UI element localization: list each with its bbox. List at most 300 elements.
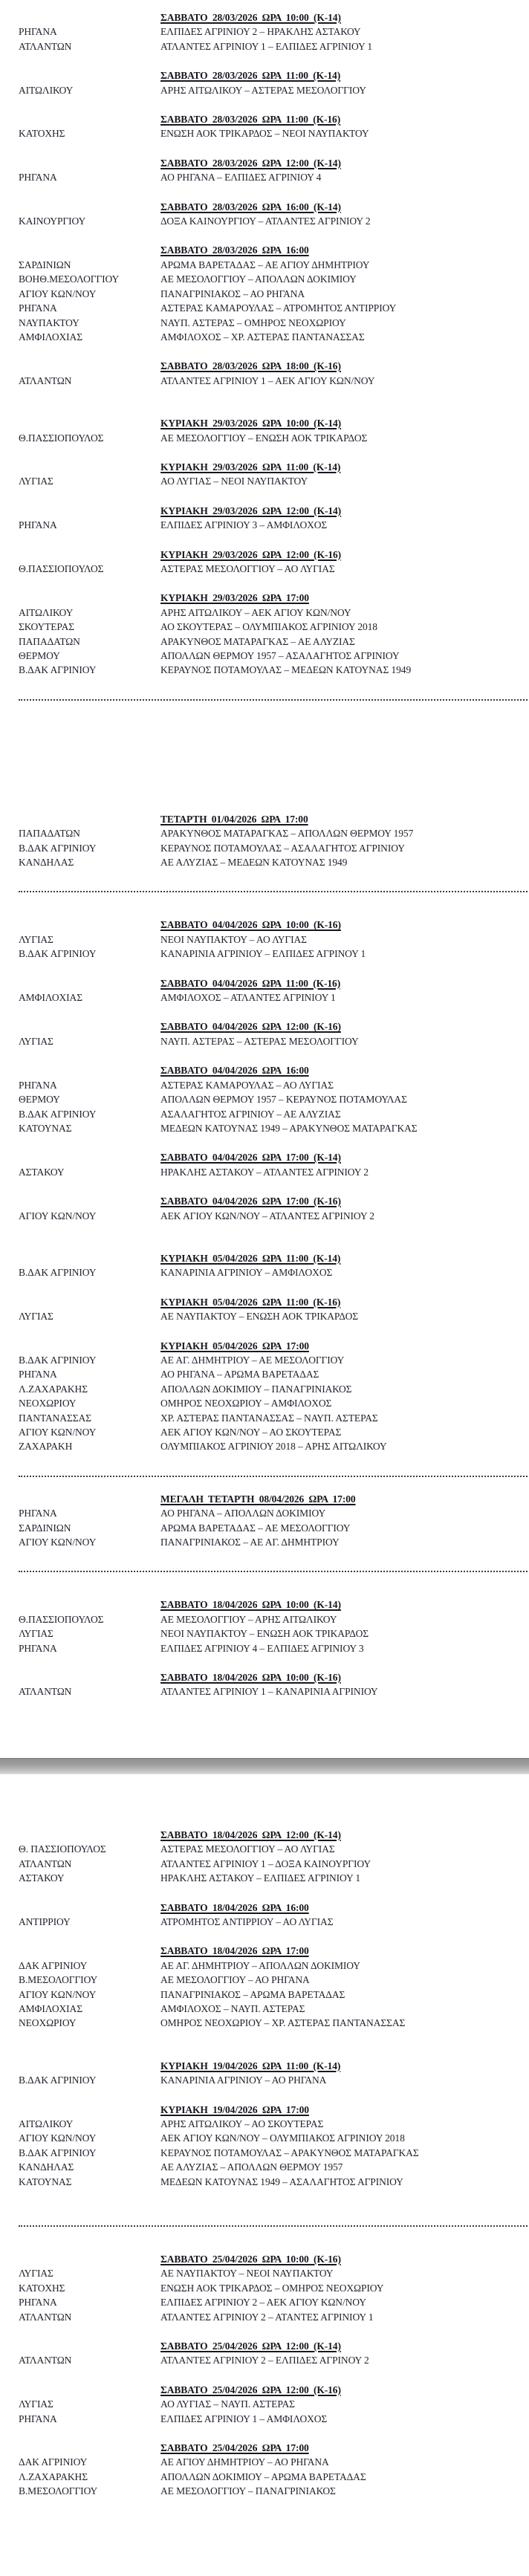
venue-label: ΚΑΤΟΧΗΣ bbox=[19, 2282, 65, 2294]
fixture-block bbox=[19, 1063, 525, 1135]
fixture-block bbox=[19, 2339, 525, 2368]
match-label: ΗΡΑΚΛΗΣ ΑΣΤΑΚΟΥ – ΕΛΠΙΔΕΣ ΑΓΡΙΝΙΟΥ 1 bbox=[160, 1872, 361, 1884]
match-label: ΑΤΛΑΝΤΕΣ ΑΓΡΙΝΙΟΥ 2 – ΑΤΑΝΤΕΣ ΑΓΡΙΝΙΟΥ 1 bbox=[160, 2311, 374, 2323]
venue-label: ΣΑΡΔΙΝΙΩΝ bbox=[19, 1522, 71, 1534]
match-label: ΚΕΡΑΥΝΟΣ ΠΟΤΑΜΟΥΛΑΣ – ΑΣΑΛΑΓΗΤΟΣ ΑΓΡΙΝΙΟΥ bbox=[160, 842, 405, 854]
venue-label: ΛΥΓΙΑΣ bbox=[19, 2398, 53, 2410]
fixture-row bbox=[19, 2412, 525, 2426]
match-label: ΑΕΚ ΑΓΙΟΥ ΚΩΝ/ΝΟΥ – ΟΛΥΜΠΙΑΚΟΣ ΑΓΡΙΝΙΟΥ 2018 bbox=[160, 2132, 405, 2144]
fixture-row bbox=[19, 1915, 525, 1929]
fixture-row bbox=[19, 1506, 525, 1520]
fixture-block bbox=[19, 2252, 525, 2324]
match-label: ΑΡΗΣ ΑΙΤΩΛΙΚΟΥ – ΑΕΚ ΑΓΙΟΥ ΚΩΝ/ΝΟΥ bbox=[160, 606, 351, 618]
fixture-datetime-header: ΚΥΡΙΑΚΗ 19/04/2026 ΩΡΑ 11:00 (Κ-14) bbox=[160, 2060, 341, 2071]
fixture-row bbox=[19, 562, 525, 576]
match-label: ΠΑΝΑΓΡΙΝΙΑΚΟΣ – ΑΕ ΑΓ. ΔΗΜΗΤΡΙΟΥ bbox=[160, 1537, 340, 1548]
fixture-block bbox=[19, 68, 525, 97]
venue-label: Θ.ΠΑΣΣΙΟΠΟΥΛΟΣ bbox=[19, 1613, 104, 1625]
venue-label: ΑΝΤΙΡΡΙΟΥ bbox=[19, 1915, 71, 1927]
match-label: ΑΕ ΑΛΥΖΙΑΣ – ΜΕΔΕΩΝ ΚΑΤΟΥΝΑΣ 1949 bbox=[160, 857, 348, 869]
fixture-block bbox=[19, 200, 525, 229]
venue-label: ΑΣΤΑΚΟΥ bbox=[19, 1872, 65, 1884]
venue-label: ΡΗΓΑΝΑ bbox=[19, 1642, 57, 1654]
match-label: ΝΕΟΙ ΝΑΥΠΑΚΤΟΥ – ΕΝΩΣΗ ΑΟΚ ΤΡΙΚΑΡΔΟΣ bbox=[160, 1628, 369, 1640]
fixture-row bbox=[19, 2310, 525, 2324]
fixture-row bbox=[19, 126, 525, 140]
match-label: ΑΠΟΛΛΩΝ ΘΕΡΜΟΥ 1957 – ΑΣΑΛΑΓΗΤΟΣ ΑΓΡΙΝΙΟΥ bbox=[160, 650, 400, 661]
venue-label: ΑΤΛΑΝΤΩΝ bbox=[19, 1686, 72, 1698]
fixture-block bbox=[19, 10, 525, 53]
fixture-row bbox=[19, 2455, 525, 2469]
fixture-datetime-header: ΣΑΒΒΑΤΟ 04/04/2026 ΩΡΑ 17:00 (Κ-16) bbox=[160, 1195, 341, 1207]
fixture-row bbox=[19, 1684, 525, 1699]
dotted-separator bbox=[19, 1476, 528, 1477]
fixture-block bbox=[19, 112, 525, 141]
match-label: ΧΡ. ΑΣΤΕΡΑΣ ΠΑΝΤΑΝΑΣΣΑΣ – ΝΑΥΠ. ΑΣΤΕΡΑΣ bbox=[160, 1412, 378, 1424]
fixture-datetime-header: ΣΑΒΒΑΤΟ 25/04/2026 ΩΡΑ 12:00 (Κ-14) bbox=[160, 2340, 341, 2352]
fixture-row bbox=[19, 1959, 525, 1973]
fixture-datetime-header: ΣΑΒΒΑΤΟ 28/03/2026 ΩΡΑ 10:00 (Κ-14) bbox=[160, 12, 341, 23]
fixture-block bbox=[19, 1339, 525, 1454]
match-label: ΝΑΥΠ. ΑΣΤΕΡΑΣ – ΟΜΗΡΟΣ ΝΕΟΧΩΡΙΟΥ bbox=[160, 317, 346, 328]
fixture-row bbox=[19, 1382, 525, 1396]
match-label: ΑΟ ΡΗΓΑΝΑ – ΑΠΟΛΛΩΝ ΔΟΚΙΜΙΟΥ bbox=[160, 1508, 326, 1519]
fixture-datetime-header: ΣΑΒΒΑΤΟ 28/03/2026 ΩΡΑ 18:00 (Κ-16) bbox=[160, 360, 341, 372]
match-label: ΟΛΥΜΠΙΑΚΟΣ ΑΓΡΙΝΙΟΥ 2018 – ΑΡΗΣ ΑΙΤΩΛΙΚΟΥ bbox=[160, 1441, 387, 1453]
page-separator bbox=[0, 1758, 529, 1774]
fixture-datetime-header: ΣΑΒΒΑΤΟ 25/04/2026 ΩΡΑ 10:00 (Κ-16) bbox=[160, 2254, 341, 2265]
venue-label: ΠΑΠΑΔΑΤΩΝ bbox=[19, 828, 80, 840]
fixture-block bbox=[19, 1670, 525, 1699]
fixture-row bbox=[19, 2470, 525, 2484]
match-label: ΑΕ ΜΕΣΟΛΟΓΓΙΟΥ – ΑΠΟΛΛΩΝ ΔΟΚΙΜΙΟΥ bbox=[160, 273, 357, 285]
fixture-row bbox=[19, 826, 525, 840]
match-label: ΗΡΑΚΛΗΣ ΑΣΤΑΚΟΥ – ΑΤΛΑΝΤΕΣ ΑΓΡΙΝΙΟΥ 2 bbox=[160, 1166, 369, 1178]
fixture-row bbox=[19, 606, 525, 620]
match-label: ΑΡΗΣ ΑΙΤΩΛΙΚΟΥ – ΑΟ ΣΚΟΥΤΕΡΑΣ bbox=[160, 2118, 324, 2129]
fixture-datetime-header: ΚΥΡΙΑΚΗ 29/03/2026 ΩΡΑ 17:00 bbox=[160, 592, 309, 604]
match-label: ΑΕΚ ΑΓΙΟΥ ΚΩΝ/ΝΟΥ – ΑΟ ΣΚΟΥΤΕΡΑΣ bbox=[160, 1427, 342, 1438]
fixture-block bbox=[19, 359, 525, 388]
fixture-row bbox=[19, 2397, 525, 2411]
match-label: ΑΤΡΟΜΗΤΟΣ ΑΝΤΙΡΡΙΟΥ – ΑΟ ΛΥΓΙΑΣ bbox=[160, 1915, 334, 1927]
fixture-row bbox=[19, 841, 525, 855]
venue-label: ΑΓΙΟΥ ΚΩΝ/ΝΟΥ bbox=[19, 1427, 97, 1438]
fixture-block bbox=[19, 976, 525, 1005]
match-label: ΕΝΩΣΗ ΑΟΚ ΤΡΙΚΑΡΔΟΣ – ΝΕΟΙ ΝΑΥΠΑΚΤΟΥ bbox=[160, 128, 369, 140]
fixture-row bbox=[19, 1641, 525, 1655]
fixture-row bbox=[19, 2146, 525, 2160]
venue-label: ΑΤΛΑΝΤΩΝ bbox=[19, 2311, 72, 2323]
match-label: ΑΜΦΙΛΟΧΟΣ – ΧΡ. ΑΣΤΕΡΑΣ ΠΑΝΤΑΝΑΣΣΑΣ bbox=[160, 331, 365, 343]
fixture-datetime-header: ΚΥΡΙΑΚΗ 29/03/2026 ΩΡΑ 12:00 (Κ-16) bbox=[160, 548, 342, 560]
fixture-datetime-header: ΣΑΒΒΑΤΟ 04/04/2026 ΩΡΑ 16:00 bbox=[160, 1065, 309, 1077]
fixture-datetime-header: ΣΑΒΒΑΤΟ 18/04/2026 ΩΡΑ 17:00 bbox=[160, 1945, 309, 1957]
fixture-row bbox=[19, 1209, 525, 1223]
fixture-datetime-header: ΣΑΒΒΑΤΟ 25/04/2026 ΩΡΑ 12:00 (Κ-16) bbox=[160, 2384, 341, 2395]
venue-label: Β.ΜΕΣΟΛΟΓΓΙΟΥ bbox=[19, 2485, 98, 2497]
fixture-block bbox=[19, 1295, 525, 1324]
venue-label: Β.ΔΑΚ ΑΓΡΙΝΙΟΥ bbox=[19, 1108, 97, 1120]
fixture-block bbox=[19, 1251, 525, 1280]
fixture-row bbox=[19, 620, 525, 634]
fixture-row bbox=[19, 1521, 525, 1535]
fixture-block bbox=[19, 504, 525, 533]
fixture-block bbox=[19, 1019, 525, 1048]
fixture-datetime-header: ΣΑΒΒΑΤΟ 25/04/2026 ΩΡΑ 17:00 bbox=[160, 2442, 309, 2454]
venue-label: ΛΥΓΙΑΣ bbox=[19, 933, 53, 945]
venue-label: ΛΥΓΙΑΣ bbox=[19, 1628, 53, 1640]
fixture-datetime-header: ΣΑΒΒΑΤΟ 18/04/2026 ΩΡΑ 12:00 (Κ-14) bbox=[160, 1829, 341, 1840]
fixture-row bbox=[19, 214, 525, 228]
fixture-row bbox=[19, 2160, 525, 2174]
venue-label: ΝΑΥΠΑΚΤΟΥ bbox=[19, 317, 79, 328]
match-label: ΑΤΛΑΝΤΕΣ ΑΓΡΙΝΙΟΥ 1 – ΔΟΞΑ ΚΑΙΝΟΥΡΓΙΟΥ bbox=[160, 1858, 371, 1869]
fixture-row bbox=[19, 947, 525, 961]
match-label: ΑΜΦΙΛΟΧΟΣ – ΑΤΛΑΝΤΕΣ ΑΓΡΙΝΙΟΥ 1 bbox=[160, 992, 336, 1004]
fixture-row bbox=[19, 1353, 525, 1367]
match-label: ΕΛΠΙΔΕΣ ΑΓΡΙΝΙΟΥ 2 – ΗΡΑΚΛΗΣ ΑΣΤΑΚΟΥ bbox=[160, 26, 361, 38]
venue-label: ΘΕΡΜΟΥ bbox=[19, 1094, 60, 1106]
venue-label: Θ.ΠΑΣΣΙΟΠΟΥΛΟΣ bbox=[19, 562, 104, 574]
venue-label: Β.ΔΑΚ ΑΓΡΙΝΙΟΥ bbox=[19, 2147, 97, 2158]
match-label: ΑΕ ΝΑΥΠΑΚΤΟΥ – ΝΕΟΙ ΝΑΥΠΑΚΤΟΥ bbox=[160, 2268, 334, 2280]
match-label: ΑΟ ΛΥΓΙΑΣ – ΝΕΟΙ ΝΑΥΠΑΚΤΟΥ bbox=[160, 476, 308, 487]
fixture-row bbox=[19, 2281, 525, 2295]
fixture-row bbox=[19, 1367, 525, 1381]
match-label: ΑΜΦΙΛΟΧΟΣ – ΝΑΥΠ. ΑΣΤΕΡΑΣ bbox=[160, 2002, 305, 2014]
fixture-row bbox=[19, 2002, 525, 2016]
match-label: ΑΡΩΜΑ ΒΑΡΕΤΑΔΑΣ – ΑΕ ΜΕΣΟΛΟΓΓΙΟΥ bbox=[160, 1522, 351, 1534]
match-label: ΕΛΠΙΔΕΣ ΑΓΡΙΝΙΟΥ 2 – ΑΕΚ ΑΓΙΟΥ ΚΩΝ/ΝΟΥ bbox=[160, 2297, 366, 2309]
match-label: ΑΠΟΛΛΩΝ ΔΟΚΙΜΙΟΥ – ΠΑΝΑΓΡΙΝΙΑΚΟΣ bbox=[160, 1383, 352, 1395]
dotted-separator bbox=[19, 2225, 528, 2227]
match-label: ΑΕ ΑΓ. ΔΗΜΗΤΡΙΟΥ – ΑΠΟΛΛΩΝ ΔΟΚΙΜΙΟΥ bbox=[160, 1959, 360, 1971]
match-label: ΑΕ ΜΕΣΟΛΟΓΓΙΟΥ – ΠΑΝΑΓΡΙΝΙΑΚΟΣ bbox=[160, 2485, 336, 2497]
fixture-row bbox=[19, 287, 525, 301]
fixture-row bbox=[19, 932, 525, 947]
fixture-block bbox=[19, 243, 525, 344]
fixture-row bbox=[19, 39, 525, 53]
venue-label: ΡΗΓΑΝΑ bbox=[19, 302, 57, 314]
match-label: ΑΕ ΝΑΥΠΑΚΤΟΥ – ΕΝΩΣΗ ΑΟΚ ΤΡΙΚΑΡΔΟΣ bbox=[160, 1311, 358, 1323]
fixture-row bbox=[19, 258, 525, 272]
fixture-row bbox=[19, 2016, 525, 2030]
fixture-row bbox=[19, 1857, 525, 1871]
venue-label: Β.ΔΑΚ ΑΓΡΙΝΙΟΥ bbox=[19, 1354, 97, 1366]
fixture-row bbox=[19, 1871, 525, 1885]
venue-label: Θ. ΠΑΣΣΙΟΠΟΥΛΟΣ bbox=[19, 1843, 106, 1855]
venue-label: ΑΓΙΟΥ ΚΩΝ/ΝΟΥ bbox=[19, 1210, 97, 1222]
match-label: ΑΣΑΛΑΓΗΤΟΣ ΑΓΡΙΝΙΟΥ – ΑΕ ΑΛΥΖΙΑΣ bbox=[160, 1108, 341, 1120]
fixture-datetime-header: ΣΑΒΒΑΤΟ 28/03/2026 ΩΡΑ 16:00 (Κ-14) bbox=[160, 201, 341, 212]
fixture-row bbox=[19, 1107, 525, 1121]
venue-label: ΑΙΤΩΛΙΚΟΥ bbox=[19, 2118, 74, 2129]
venue-label: ΡΗΓΑΝΑ bbox=[19, 1369, 57, 1381]
fixture-row bbox=[19, 330, 525, 344]
fixture-row bbox=[19, 1842, 525, 1856]
venue-label: Λ.ΖΑΧΑΡΑΚΗΣ bbox=[19, 1383, 88, 1395]
fixture-row bbox=[19, 635, 525, 649]
fixture-row bbox=[19, 301, 525, 315]
fixture-row bbox=[19, 2484, 525, 2498]
venue-label: ΚΑΤΟΧΗΣ bbox=[19, 128, 65, 140]
fixture-row bbox=[19, 2117, 525, 2131]
fixture-row bbox=[19, 663, 525, 677]
fixture-row bbox=[19, 316, 525, 330]
fixture-row bbox=[19, 1535, 525, 1549]
venue-label: ΚΑΝΔΗΛΑΣ bbox=[19, 2161, 74, 2173]
venue-label: ΑΤΛΑΝΤΩΝ bbox=[19, 40, 72, 52]
match-label: ΑΕ ΑΛΥΖΙΑΣ – ΑΠΟΛΛΩΝ ΘΕΡΜΟΥ 1957 bbox=[160, 2161, 343, 2173]
fixture-row bbox=[19, 2353, 525, 2367]
fixture-row bbox=[19, 431, 525, 445]
fixture-datetime-header: ΣΑΒΒΑΤΟ 04/04/2026 ΩΡΑ 10:00 (Κ-16) bbox=[160, 919, 341, 931]
fixture-block bbox=[19, 2059, 525, 2088]
match-label: ΚΑΝΑΡΙΝΙΑ ΑΓΡΙΝΙΟΥ – ΑΜΦΙΛΟΧΟΣ bbox=[160, 1267, 333, 1279]
match-label: ΑΣΤΕΡΑΣ ΜΕΣΟΛΟΓΓΙΟΥ – ΑΟ ΛΥΓΙΑΣ bbox=[160, 1843, 335, 1855]
venue-label: ΣΑΡΔΙΝΙΩΝ bbox=[19, 259, 71, 270]
venue-label: ΛΥΓΙΑΣ bbox=[19, 476, 53, 487]
fixture-datetime-header: ΣΑΒΒΑΤΟ 18/04/2026 ΩΡΑ 10:00 (Κ-16) bbox=[160, 1672, 341, 1684]
venue-label: ΡΗΓΑΝΑ bbox=[19, 2297, 57, 2309]
fixture-row bbox=[19, 1396, 525, 1410]
match-label: ΚΕΡΑΥΝΟΣ ΠΟΤΑΜΟΥΛΑΣ – ΑΡΑΚΥΝΘΟΣ ΜΑΤΑΡΑΓΚΑΣ bbox=[160, 2147, 419, 2158]
match-label: ΑΣΤΕΡΑΣ ΚΑΜΑΡΟΥΛΑΣ – ΑΤΡΟΜΗΤΟΣ ΑΝΤΙΡΡΙΟΥ bbox=[160, 302, 397, 314]
fixture-block bbox=[19, 918, 525, 961]
venue-label: ΝΕΟΧΩΡΙΟΥ bbox=[19, 2017, 77, 2029]
match-label: ΑΟ ΣΚΟΥΤΕΡΑΣ – ΟΛΥΜΠΙΑΚΟΣ ΑΓΡΙΝΙΟΥ 2018 bbox=[160, 621, 377, 633]
venue-label: ΔΑΚ ΑΓΡΙΝΙΟΥ bbox=[19, 2456, 88, 2468]
venue-label: ΝΕΟΧΩΡΙΟΥ bbox=[19, 1398, 77, 1409]
venue-label: ΚΑΤΟΥΝΑΣ bbox=[19, 1122, 72, 1134]
match-label: ΜΕΔΕΩΝ ΚΑΤΟΥΝΑΣ 1949 – ΑΣΑΛΑΓΗΤΟΣ ΑΓΡΙΝΙΟΥ bbox=[160, 2176, 403, 2187]
dotted-separator bbox=[19, 699, 528, 701]
fixture-datetime-header: ΣΑΒΒΑΤΟ 04/04/2026 ΩΡΑ 17:00 (Κ-14) bbox=[160, 1152, 341, 1164]
fixture-block bbox=[19, 460, 525, 489]
venue-label: ΑΜΦΙΛΟΧΙΑΣ bbox=[19, 331, 82, 343]
fixture-block bbox=[19, 156, 525, 185]
match-label: ΑΤΛΑΝΤΕΣ ΑΓΡΙΝΙΟΥ 1 – ΕΛΠΙΔΕΣ ΑΓΡΙΝΙΟΥ 1 bbox=[160, 40, 373, 52]
venue-label: ΑΓΙΟΥ ΚΩΝ/ΝΟΥ bbox=[19, 1537, 97, 1548]
match-label: ΑΕ ΜΕΣΟΛΟΓΓΙΟΥ – ΑΡΗΣ ΑΙΤΩΛΙΚΟΥ bbox=[160, 1613, 337, 1625]
fixture-block bbox=[19, 1597, 525, 1655]
venue-label: ΑΙΤΩΛΙΚΟΥ bbox=[19, 606, 74, 618]
fixture-datetime-header: ΣΑΒΒΑΤΟ 18/04/2026 ΩΡΑ 10:00 (Κ-14) bbox=[160, 1599, 341, 1611]
match-label: ΑΟ ΡΗΓΑΝΑ – ΑΡΩΜΑ ΒΑΡΕΤΑΔΑΣ bbox=[160, 1369, 319, 1381]
fixture-datetime-header: ΣΑΒΒΑΤΟ 28/03/2026 ΩΡΑ 16:00 bbox=[160, 244, 309, 256]
match-label: ΑΕ ΑΓ. ΔΗΜΗΤΡΙΟΥ – ΑΕ ΜΕΣΟΛΟΓΓΙΟΥ bbox=[160, 1354, 345, 1366]
fixture-block bbox=[19, 812, 525, 870]
dotted-separator bbox=[19, 891, 528, 892]
match-label: ΚΑΝΑΡΙΝΙΑ ΑΓΡΙΝΙΟΥ – ΑΟ ΡΗΓΑΝΑ bbox=[160, 2074, 327, 2086]
fixture-row bbox=[19, 1612, 525, 1626]
venue-label: ΑΜΦΙΛΟΧΙΑΣ bbox=[19, 2002, 82, 2014]
fixture-datetime-header: ΚΥΡΙΑΚΗ 05/04/2026 ΩΡΑ 11:00 (Κ-14) bbox=[160, 1252, 341, 1264]
match-label: ΑΟ ΛΥΓΙΑΣ – ΝΑΥΠ. ΑΣΤΕΡΑΣ bbox=[160, 2398, 295, 2410]
fixture-datetime-header: ΚΥΡΙΑΚΗ 05/04/2026 ΩΡΑ 11:00 (Κ-16) bbox=[160, 1296, 341, 1308]
fixture-row bbox=[19, 990, 525, 1005]
match-label: ΑΤΛΑΝΤΕΣ ΑΓΡΙΝΙΟΥ 1 – ΑΕΚ ΑΓΙΟΥ ΚΩΝ/ΝΟΥ bbox=[160, 374, 375, 386]
fixture-block bbox=[19, 1828, 525, 1886]
fixture-datetime-header: ΣΑΒΒΑΤΟ 28/03/2026 ΩΡΑ 11:00 (Κ-14) bbox=[160, 70, 341, 82]
fixture-datetime-header: ΜΕΓΑΛΗ ΤΕΤΑΡΤΗ 08/04/2026 ΩΡΑ 17:00 bbox=[160, 1493, 356, 1505]
fixture-row bbox=[19, 272, 525, 286]
venue-label: ΛΥΓΙΑΣ bbox=[19, 1311, 53, 1323]
match-label: ΜΕΔΕΩΝ ΚΑΤΟΥΝΑΣ 1949 – ΑΡΑΚΥΝΘΟΣ ΜΑΤΑΡΑΓΚΑΣ bbox=[160, 1122, 418, 1134]
match-label: ΑΡΑΚΥΝΘΟΣ ΜΑΤΑΡΑΓΚΑΣ – ΑΕ ΑΛΥΖΙΑΣ bbox=[160, 635, 355, 647]
fixture-row bbox=[19, 374, 525, 388]
venue-label: ΒΟΗΘ.ΜΕΣΟΛΟΓΓΙΟΥ bbox=[19, 273, 120, 285]
fixture-row bbox=[19, 1626, 525, 1641]
venue-label: ΔΑΚ ΑΓΡΙΝΙΟΥ bbox=[19, 1959, 88, 1971]
match-label: ΑΠΟΛΛΩΝ ΘΕΡΜΟΥ 1957 – ΚΕΡΑΥΝΟΣ ΠΟΤΑΜΟΥΛΑΣ bbox=[160, 1094, 407, 1106]
venue-label: ΑΤΛΑΝΤΩΝ bbox=[19, 374, 72, 386]
venue-label: Θ.ΠΑΣΣΙΟΠΟΥΛΟΣ bbox=[19, 432, 104, 444]
fixture-row bbox=[19, 1078, 525, 1092]
fixture-row bbox=[19, 1439, 525, 1453]
venue-label: Β.ΔΑΚ ΑΓΡΙΝΙΟΥ bbox=[19, 842, 97, 854]
match-label: ΑΠΟΛΛΩΝ ΔΟΚΙΜΙΟΥ – ΑΡΩΜΑ ΒΑΡΕΤΑΔΑΣ bbox=[160, 2470, 366, 2482]
fixture-block bbox=[19, 1150, 525, 1179]
match-label: ΕΛΠΙΔΕΣ ΑΓΡΙΝΙΟΥ 3 – ΑΜΦΙΛΟΧΟΣ bbox=[160, 519, 328, 531]
venue-label: ΚΑΙΝΟΥΡΓΙΟΥ bbox=[19, 215, 86, 227]
match-label: ΑΟ ΡΗΓΑΝΑ – ΕΛΠΙΔΕΣ ΑΓΡΙΝΙΟΥ 4 bbox=[160, 172, 322, 184]
fixture-block bbox=[19, 548, 525, 577]
venue-label: ΑΜΦΙΛΟΧΙΑΣ bbox=[19, 992, 82, 1004]
fixture-row bbox=[19, 2131, 525, 2145]
match-label: ΚΕΡΑΥΝΟΣ ΠΟΤΑΜΟΥΛΑΣ – ΜΕΔΕΩΝ ΚΑΤΟΥΝΑΣ 1949 bbox=[160, 664, 412, 676]
fixture-row bbox=[19, 1034, 525, 1048]
fixture-block bbox=[19, 1194, 525, 1223]
fixture-row bbox=[19, 2175, 525, 2189]
fixture-row bbox=[19, 474, 525, 488]
venue-label: Β.ΔΑΚ ΑΓΡΙΝΙΟΥ bbox=[19, 1267, 97, 1279]
venue-label: ΡΗΓΑΝΑ bbox=[19, 1079, 57, 1091]
fixture-datetime-header: ΚΥΡΙΑΚΗ 29/03/2026 ΩΡΑ 12:00 (Κ-14) bbox=[160, 505, 342, 516]
fixture-block bbox=[19, 1492, 525, 1550]
fixture-datetime-header: ΚΥΡΙΑΚΗ 19/04/2026 ΩΡΑ 17:00 bbox=[160, 2103, 309, 2115]
venue-label: ΘΕΡΜΟΥ bbox=[19, 650, 60, 661]
fixture-row bbox=[19, 1411, 525, 1425]
fixture-row bbox=[19, 1988, 525, 2002]
venue-label: ΑΣΤΑΚΟΥ bbox=[19, 1166, 65, 1178]
fixture-row bbox=[19, 649, 525, 663]
venue-label: ΑΤΛΑΝΤΩΝ bbox=[19, 1858, 72, 1869]
venue-label: ΖΑΧΑΡΑΚΗ bbox=[19, 1441, 73, 1453]
venue-label: ΡΗΓΑΝΑ bbox=[19, 26, 57, 38]
fixture-datetime-header: ΚΥΡΙΑΚΗ 29/03/2026 ΩΡΑ 11:00 (Κ-14) bbox=[160, 461, 341, 473]
match-label: ΑΤΛΑΝΤΕΣ ΑΓΡΙΝΙΟΥ 1 – ΚΑΝΑΡΙΝΙΑ ΑΓΡΙΝΙΟΥ bbox=[160, 1686, 378, 1698]
venue-label: ΑΓΙΟΥ ΚΩΝ/ΝΟΥ bbox=[19, 1988, 97, 2000]
venue-label: ΡΗΓΑΝΑ bbox=[19, 2413, 57, 2424]
fixture-row bbox=[19, 170, 525, 184]
fixture-row bbox=[19, 1265, 525, 1279]
venue-label: Β.ΔΑΚ ΑΓΡΙΝΙΟΥ bbox=[19, 664, 97, 676]
venue-label: ΠΑΝΤΑΝΑΣΣΑΣ bbox=[19, 1412, 91, 1424]
match-label: ΑΕ ΜΕΣΟΛΟΓΓΙΟΥ – ΑΟ ΡΗΓΑΝΑ bbox=[160, 1974, 310, 1986]
match-label: ΟΜΗΡΟΣ ΝΕΟΧΩΡΙΟΥ – ΧΡ. ΑΣΤΕΡΑΣ ΠΑΝΤΑΝΑΣΣΑΣ bbox=[160, 2017, 406, 2029]
fixture-datetime-header: ΣΑΒΒΑΤΟ 28/03/2026 ΩΡΑ 12:00 (Κ-14) bbox=[160, 157, 341, 169]
venue-label: ΑΓΙΟΥ ΚΩΝ/ΝΟΥ bbox=[19, 2132, 97, 2144]
fixture-datetime-header: ΚΥΡΙΑΚΗ 05/04/2026 ΩΡΑ 17:00 bbox=[160, 1340, 309, 1352]
fixture-block bbox=[19, 2103, 525, 2189]
match-label: ΑΡΩΜΑ ΒΑΡΕΤΑΔΑΣ – ΑΕ ΑΓΙΟΥ ΔΗΜΗΤΡΙΟΥ bbox=[160, 259, 370, 270]
fixture-row bbox=[19, 1165, 525, 1179]
fixture-row bbox=[19, 1121, 525, 1135]
venue-label: Β.ΔΑΚ ΑΓΡΙΝΙΟΥ bbox=[19, 2074, 97, 2086]
dotted-separator bbox=[19, 1571, 528, 1572]
venue-label: ΛΥΓΙΑΣ bbox=[19, 2268, 53, 2280]
match-label: ΑΡΑΚΥΝΘΟΣ ΜΑΤΑΡΑΓΚΑΣ – ΑΠΟΛΛΩΝ ΘΕΡΜΟΥ 1957 bbox=[160, 828, 414, 840]
match-label: ΑΣΤΕΡΑΣ ΚΑΜΑΡΟΥΛΑΣ – ΑΟ ΛΥΓΙΑΣ bbox=[160, 1079, 334, 1091]
match-label: ΠΑΝΑΓΡΙΝΙΑΚΟΣ – ΑΟ ΡΗΓΑΝΑ bbox=[160, 288, 305, 299]
fixture-block bbox=[19, 2383, 525, 2426]
fixture-row bbox=[19, 2295, 525, 2309]
fixture-block bbox=[19, 591, 525, 677]
match-label: ΕΛΠΙΔΕΣ ΑΓΡΙΝΙΟΥ 4 – ΕΛΠΙΔΕΣ ΑΓΡΙΝΙΟΥ 3 bbox=[160, 1642, 364, 1654]
fixture-datetime-header: ΣΑΒΒΑΤΟ 28/03/2026 ΩΡΑ 11:00 (Κ-16) bbox=[160, 114, 341, 126]
match-label: ΑΤΛΑΝΤΕΣ ΑΓΡΙΝΙΟΥ 2 – ΕΛΠΙΔΕΣ ΑΓΡΙΝΟΥ 2 bbox=[160, 2355, 369, 2366]
venue-label: ΠΑΠΑΔΑΤΩΝ bbox=[19, 635, 80, 647]
fixture-datetime-header: ΤΕΤΑΡΤΗ 01/04/2026 ΩΡΑ 17:00 bbox=[160, 813, 308, 825]
fixture-datetime-header: ΣΑΒΒΑΤΟ 04/04/2026 ΩΡΑ 11:00 (Κ-16) bbox=[160, 977, 341, 989]
venue-label: Λ.ΖΑΧΑΡΑΚΗΣ bbox=[19, 2470, 88, 2482]
venue-label: ΡΗΓΑΝΑ bbox=[19, 1508, 57, 1519]
fixture-row bbox=[19, 2073, 525, 2087]
fixture-datetime-header: ΣΑΒΒΑΤΟ 04/04/2026 ΩΡΑ 12:00 (Κ-16) bbox=[160, 1021, 341, 1033]
fixture-row bbox=[19, 2266, 525, 2280]
venue-label: ΚΑΝΔΗΛΑΣ bbox=[19, 857, 74, 869]
match-label: ΑΕ ΜΕΣΟΛΟΓΓΙΟΥ – ΕΝΩΣΗ ΑΟΚ ΤΡΙΚΑΡΔΟΣ bbox=[160, 432, 368, 444]
venue-label: ΛΥΓΙΑΣ bbox=[19, 1035, 53, 1047]
fixture-row bbox=[19, 1973, 525, 1987]
match-label: ΚΑΝΑΡΙΝΙΑ ΑΓΡΙΝΙΟΥ – ΕΛΠΙΔΕΣ ΑΓΡΙΝΟΥ 1 bbox=[160, 948, 366, 960]
match-label: ΕΛΠΙΔΕΣ ΑΓΡΙΝΙΟΥ 1 – ΑΜΦΙΛΟΧΟΣ bbox=[160, 2413, 328, 2424]
fixture-block bbox=[19, 1944, 525, 2030]
match-label: ΑΕ ΑΓΙΟΥ ΔΗΜΗΤΡΙΟΥ – ΑΟ ΡΗΓΑΝΑ bbox=[160, 2456, 329, 2468]
match-label: ΝΑΥΠ. ΑΣΤΕΡΑΣ – ΑΣΤΕΡΑΣ ΜΕΣΟΛΟΓΓΙΟΥ bbox=[160, 1035, 359, 1047]
match-label: ΕΝΩΣΗ ΑΟΚ ΤΡΙΚΑΡΔΟΣ – ΟΜΗΡΟΣ ΝΕΟΧΩΡΙΟΥ bbox=[160, 2282, 384, 2294]
venue-label: ΑΓΙΟΥ ΚΩΝ/ΝΟΥ bbox=[19, 288, 97, 299]
fixture-block bbox=[19, 416, 525, 445]
venue-label: ΑΙΤΩΛΙΚΟΥ bbox=[19, 84, 74, 96]
venue-label: ΣΚΟΥΤΕΡΑΣ bbox=[19, 621, 74, 633]
fixture-row bbox=[19, 25, 525, 39]
fixture-row bbox=[19, 1425, 525, 1439]
match-label: ΠΑΝΑΓΡΙΝΙΑΚΟΣ – ΑΡΩΜΑ ΒΑΡΕΤΑΔΑΣ bbox=[160, 1988, 345, 2000]
fixture-row bbox=[19, 1092, 525, 1106]
fixture-datetime-header: ΚΥΡΙΑΚΗ 29/03/2026 ΩΡΑ 10:00 (Κ-14) bbox=[160, 418, 342, 429]
venue-label: ΡΗΓΑΝΑ bbox=[19, 519, 57, 531]
venue-label: Β.ΔΑΚ ΑΓΡΙΝΙΟΥ bbox=[19, 948, 97, 960]
match-label: ΑΕΚ ΑΓΙΟΥ ΚΩΝ/ΝΟΥ – ΑΤΛΑΝΤΕΣ ΑΓΡΙΝΙΟΥ 2 bbox=[160, 1210, 374, 1222]
match-label: ΔΟΞΑ ΚΑΙΝΟΥΡΓΙΟΥ – ΑΤΛΑΝΤΕΣ ΑΓΡΙΝΙΟΥ 2 bbox=[160, 215, 371, 227]
fixture-block bbox=[19, 1901, 525, 1930]
fixture-row bbox=[19, 855, 525, 869]
fixture-block bbox=[19, 2441, 525, 2499]
fixture-datetime-header: ΣΑΒΒΑΤΟ 18/04/2026 ΩΡΑ 16:00 bbox=[160, 1901, 309, 1913]
match-label: ΟΜΗΡΟΣ ΝΕΟΧΩΡΙΟΥ – ΑΜΦΙΛΟΧΟΣ bbox=[160, 1398, 332, 1409]
match-label: ΑΡΗΣ ΑΙΤΩΛΙΚΟΥ – ΑΣΤΕΡΑΣ ΜΕΣΟΛΟΓΓΙΟΥ bbox=[160, 84, 366, 96]
venue-label: Β.ΜΕΣΟΛΟΓΓΙΟΥ bbox=[19, 1974, 98, 1986]
venue-label: ΚΑΤΟΥΝΑΣ bbox=[19, 2176, 72, 2187]
match-label: ΝΕΟΙ ΝΑΥΠΑΚΤΟΥ – ΑΟ ΛΥΓΙΑΣ bbox=[160, 933, 307, 945]
fixture-row bbox=[19, 1309, 525, 1323]
match-label: ΑΣΤΕΡΑΣ ΜΕΣΟΛΟΓΓΙΟΥ – ΑΟ ΛΥΓΙΑΣ bbox=[160, 562, 335, 574]
fixture-row bbox=[19, 83, 525, 97]
venue-label: ΡΗΓΑΝΑ bbox=[19, 172, 57, 184]
